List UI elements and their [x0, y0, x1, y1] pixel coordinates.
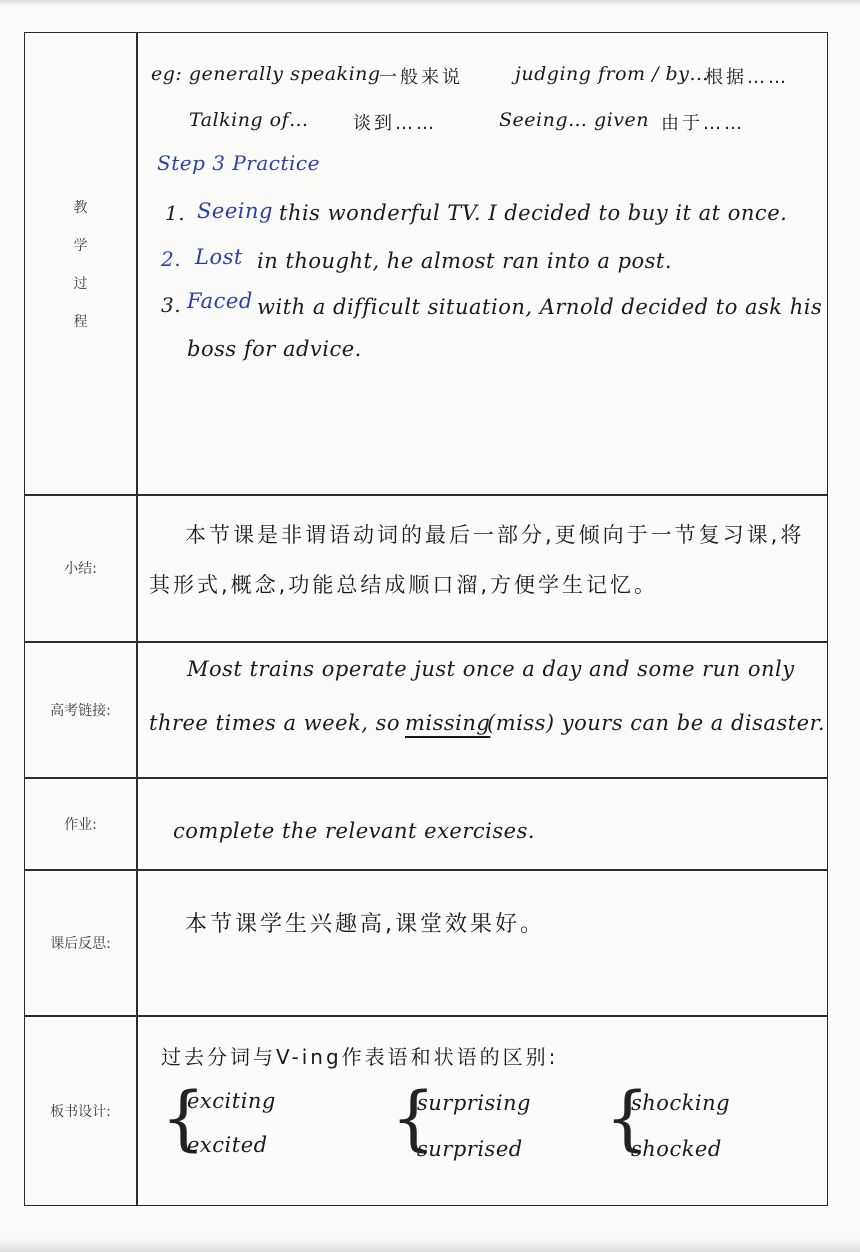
summary-label: 小结: [64, 561, 97, 577]
gaokao-label: 高考链接: [50, 702, 111, 719]
practice-number: 1. [165, 201, 186, 225]
process-label [25, 33, 136, 494]
brace-glyph: { [391, 1077, 436, 1159]
gaokao-sentence-line: three times a week, so [149, 711, 401, 735]
practice-number: 2. [161, 247, 182, 271]
example-translation: 一般来说 [379, 67, 463, 88]
example-phrase: Seeing… given [499, 109, 649, 131]
summary-text-line: 其形式,概念,功能总结成顺口溜,方便学生记忆。 [149, 573, 659, 597]
brace-glyph: { [161, 1077, 206, 1159]
board-word-ing: exciting [187, 1089, 276, 1113]
example-phrase: judging from / by… [515, 63, 709, 85]
practice-sentence: this wonderful TV. I decided to buy it at once. [279, 201, 788, 225]
homework-text: complete the relevant exercises. [173, 819, 536, 843]
practice-sentence: in thought, he almost ran into a post. [257, 249, 673, 273]
practice-answer: Seeing [197, 199, 273, 223]
board-word-ed: surprised [417, 1137, 523, 1161]
process-label-char: 教 [73, 199, 88, 216]
board-word-ed: excited [187, 1133, 268, 1157]
gaokao-answer: missing [405, 711, 491, 735]
example-translation: 由于…… [661, 113, 745, 134]
example-phrase: eg: generally speaking [151, 63, 381, 85]
scan-bottom-edge [0, 1238, 860, 1252]
board-word-ing: surprising [417, 1091, 531, 1115]
board-word-ing: shocking [631, 1091, 731, 1115]
gaokao-sentence-line: (miss) yours can be a disaster. [487, 711, 825, 735]
scan-top-edge [0, 0, 860, 6]
practice-sentence: with a difficult situation, Arnold decided to ask his [257, 295, 823, 319]
summary-text-line: 本节课是非谓语动词的最后一部分,更倾向于一节复习课,将 [185, 523, 805, 547]
process-label-char: 学 [73, 237, 88, 254]
row-divider [25, 494, 827, 496]
process-label-char: 程 [73, 313, 88, 330]
brace-glyph: { [605, 1077, 650, 1159]
row-divider [25, 641, 827, 643]
homework-label: 作业: [64, 816, 97, 833]
practice-answer: Lost [195, 245, 243, 269]
label-column-divider [136, 33, 138, 1205]
example-translation: 谈到…… [353, 113, 437, 134]
row-divider [25, 869, 827, 871]
board-word-ed: shocked [631, 1137, 722, 1161]
gaokao-sentence-line: Most trains operate just once a day and some run only [187, 657, 795, 681]
reflection-label: 课后反思: [50, 935, 111, 952]
practice-number: 3. [161, 293, 182, 317]
example-phrase: Talking of… [189, 109, 309, 131]
process-label-char: 过 [73, 275, 88, 292]
step-title: Step 3 Practice [157, 151, 320, 175]
example-translation: 根据…… [705, 67, 789, 88]
practice-sentence-continued: boss for advice. [187, 337, 362, 361]
row-divider [25, 1015, 827, 1017]
board-label: 板书设计: [50, 1104, 111, 1120]
practice-answer: Faced [187, 289, 253, 313]
reflection-text: 本节课学生兴趣高,课堂效果好。 [185, 912, 545, 937]
board-title: 过去分词与V-ing作表语和状语的区别: [161, 1045, 559, 1069]
lesson-plan-table [24, 32, 828, 1206]
row-divider [25, 777, 827, 779]
